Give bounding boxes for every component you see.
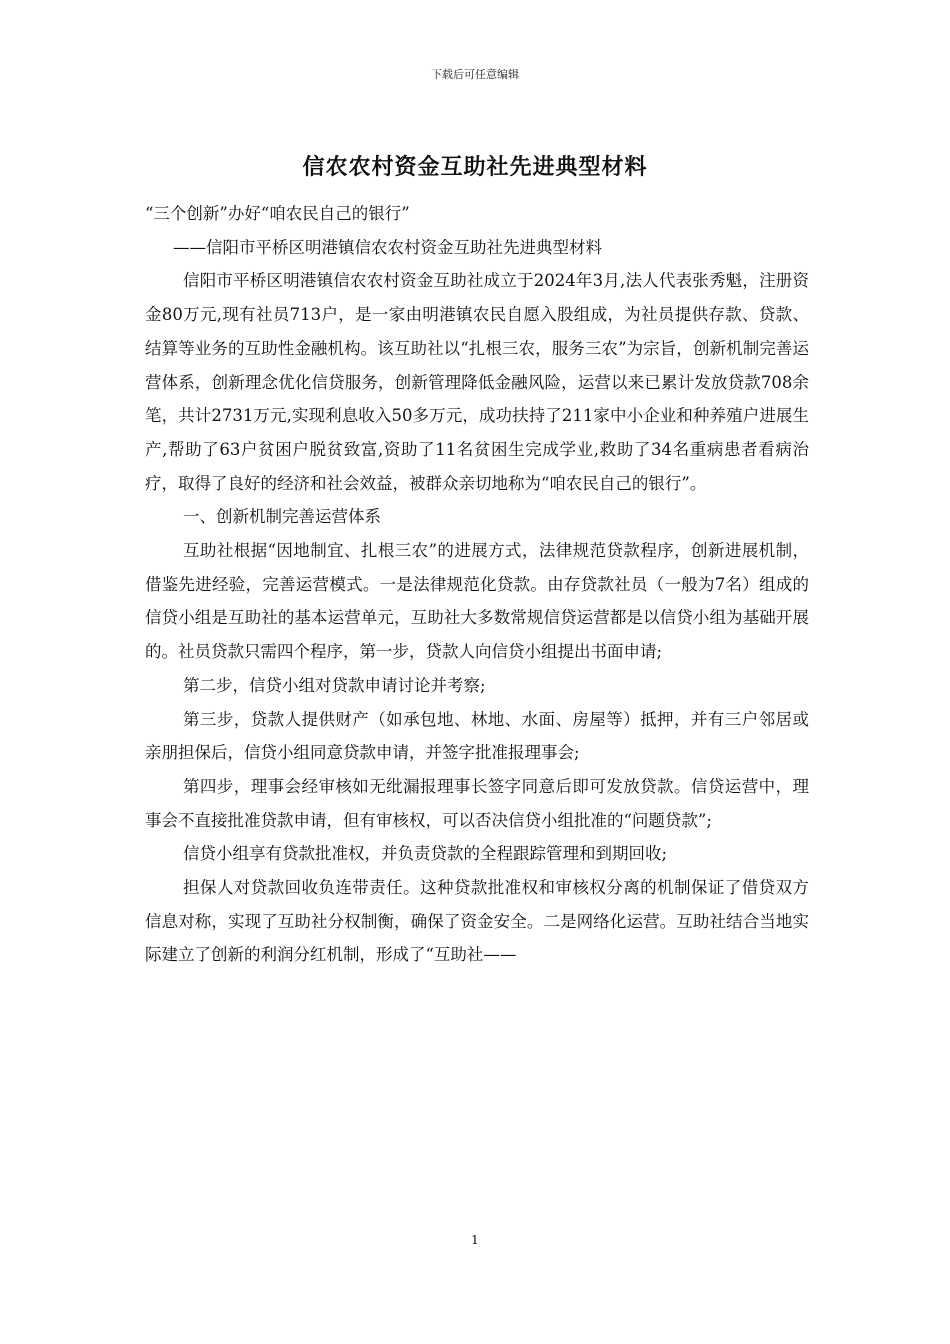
- paragraph: 第四步，理事会经审核如无纰漏报理事长签字同意后即可发放贷款。信贷运营中，理事会不直接批准贷款申请，但有审核权，可以否决信贷小组批准的“问题贷款”;: [145, 776, 809, 830]
- page-header-note: 下载后可任意编辑: [431, 68, 519, 81]
- paragraph: 第三步，贷款人提供财产（如承包地、林地、水面、房屋等）抵押，并有三户邻居或亲朋担保后，信贷小组同意贷款申请，并签字批准报理事会;: [145, 709, 809, 763]
- subtitle: “三个创新”办好“咱农民自己的银行”: [145, 204, 410, 223]
- document-body: [145, 197, 809, 972]
- paragraph: 信贷小组享有贷款批准权，并负责贷款的全程跟踪管理和到期回收;: [183, 844, 668, 864]
- paragraph: 第二步，信贷小组对贷款申请讨论并考察;: [183, 675, 486, 695]
- byline: ——信阳市平桥区明港镇信农农村资金互助社先进典型材料: [173, 237, 602, 257]
- paragraph: 担保人对贷款回收负连带责任。这种贷款批准权和审核权分离的机制保证了借贷双方信息对称，实现了互助社分权制衡，确保了资金安全。二是网络化运营。互助社结合当地实际建立了创新的利润分红机制，形成了“互助社——: [145, 878, 809, 965]
- page-number: 1: [471, 1233, 479, 1247]
- section-heading: 一、创新机制完善运营体系: [183, 507, 381, 527]
- document-title: 信农农村资金互助社先进典型材料: [302, 154, 648, 180]
- paragraph: 信阳市平桥区明港镇信农农村资金互助社成立于2024年3月,法人代表张秀魁，注册资金80万元,现有社员713户，是一家由明港镇农民自愿入股组成，为社员提供存款、贷款、结算等业务的互助性金融机构。该互助社以“扎根三农，服务三农”为宗旨，创新机制完善运营体系，创新理念优化信贷服务，创新管理降低金融风险，运营以来已累计发放贷款708余笔，共计2731万元,实现利息收入50多万元，成功扶持了211家中小企业和种养殖户进展生产,帮助了63户贫困户脱贫致富,资助了11名贫困生完成学业,救助了34名重病患者看病治疗，取得了良好的经济和社会效益，被群众亲切地称为“咱农民自己的银行”。: [145, 271, 809, 493]
- paragraph: 互助社根据“因地制宜、扎根三农”的进展方式，法律规范贷款程序，创新进展机制，借鉴先进经验，完善运营模式。一是法律规范化贷款。由存贷款社员（一般为7名）组成的信贷小组是互助社的基本运营单元，互助社大多数常规信贷运营都是以信贷小组为基础开展的。社员贷款只需四个程序，第一步，贷款人向信贷小组提出书面申请;: [145, 541, 809, 662]
